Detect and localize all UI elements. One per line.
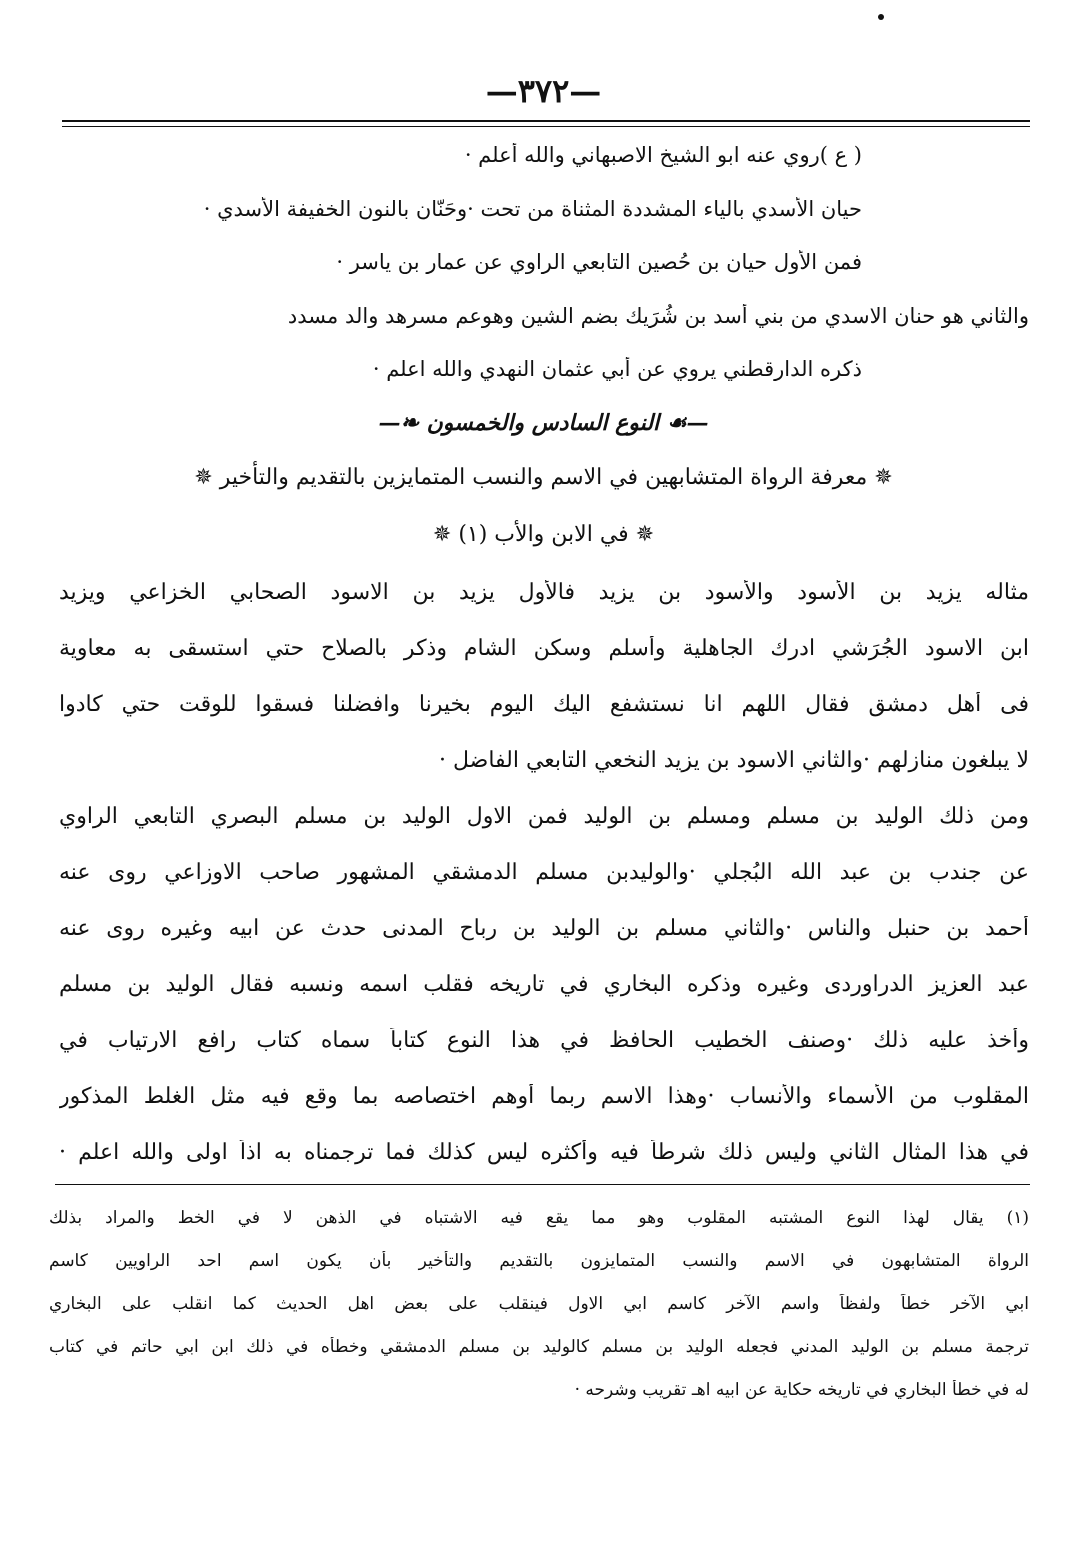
text-line: ومن ذلك الوليد بن مسلم ومسلم بن الوليد فمن الاول الوليد بن مسلم البصري التابعي الراوي xyxy=(59,804,1029,829)
header-rule-thin xyxy=(62,126,1030,127)
ornament-right: ❧— xyxy=(378,410,419,436)
footnote-rule xyxy=(55,1184,1030,1185)
section-heading xyxy=(0,410,1087,436)
ink-dot xyxy=(878,14,884,20)
text-line: عن جندب بن عبد الله البُجلي ·والوليدبن مسلم الدمشقي المشهور صاحب الاوزاعي روى عنه xyxy=(59,860,1029,885)
footnote-line: ابي الآخر خطاً ولفظاً واسم الآخر كاسم ابي الاول فينقلب على بعض اهل الحديث كما انقلب على البخاري xyxy=(49,1294,1029,1314)
footnote-line: الرواة المتشابهون في الاسم والنسب المتمايزون بالتقديم والتأخير بأن يكون اسم احد الراويين كاسم xyxy=(49,1251,1029,1271)
ornament-right: ✵ xyxy=(432,522,452,547)
text-line: المقلوب من الأسماء والأنساب ·وهذا الاسم ربما أوهم اختصاصه بما وقع فيه مثل الغلط المذكور xyxy=(59,1084,1029,1109)
text-line: حيان الأسدي بالياء المشددة المثناة من تحت ·وحَنّان بالنون الخفيفة الأسدي · xyxy=(203,197,862,221)
footnote-line: له في خطأ البخاري في تاريخه حكاية عن ابيه اهـ تقريب وشرحه · xyxy=(574,1380,1029,1400)
subheading-text: في الابن والأب (١) xyxy=(458,522,629,547)
footnote-line: ترجمة مسلم بن الوليد المدني فجعله الوليد بن مسلم كالوليد بن مسلم الدمشقي وخطأه في ذلك ابن ابي حاتم في كتاب xyxy=(49,1337,1029,1357)
text-line: فى أهل دمشق فقال اللهم انا نستشفع اليك اليوم بخيرنا وافضلنا فسقوا للوقت حتي كادوا xyxy=(59,692,1029,717)
subheading xyxy=(0,465,1087,490)
text-line: مثاله يزيد بن الأسود والأسود بن يزيد فالأول يزيد بن الاسود الصحابي الخزاعي ويزيد xyxy=(59,580,1029,605)
page-number: —٣٧٢— xyxy=(485,72,602,110)
subheading-text: معرفة الرواة المتشابهين في الاسم والنسب المتمايزين بالتقديم والتأخير xyxy=(219,465,868,490)
subheading xyxy=(0,522,1087,547)
text-line: لا يبلغون منازلهم ·والثاني الاسود بن يزيد النخعي التابعي الفاضل · xyxy=(438,748,1029,773)
ornament-left: —☙ xyxy=(659,410,709,436)
text-line: ( ع )روي عنه ابو الشيخ الاصبهاني والله أعلم · xyxy=(464,143,862,167)
ornament-left: ✵ xyxy=(628,522,655,547)
text-line: ابن الاسود الجُرَشي ادرك الجاهلية وأسلم وسكن الشام وذكر بالصلاح حتي استسقى به معاوية xyxy=(59,636,1029,661)
ornament-right: ✵ xyxy=(194,465,213,490)
section-heading-text: النوع السادس والخمسون xyxy=(426,410,660,436)
text-line: وأُخذ عليه ذلك ·وصنف الخطيب الحافظ في هذا النوع كتاباً سماه كتاب رافع الارتياب في xyxy=(59,1028,1029,1053)
header-rule-thick xyxy=(62,120,1030,122)
text-line: عبد العزيز الدراوردى وغيره وذكره البخاري في تاريخه فقلب اسمه ونسبه فقال الوليد بن مسلم xyxy=(59,972,1029,997)
text-line: أحمد بن حنبل والناس ·والثاني مسلم بن الوليد بن رباح المدنى حدث عن ابيه وغيره روى عنه xyxy=(59,916,1029,941)
text-line: في هذا المثال الثاني وليس ذلك شرطاً فيه وأكثره ليس كذلك فما ترجمناه به اذاً اولى والله اعلم · xyxy=(59,1140,1029,1165)
ornament-left: ✵ xyxy=(867,465,893,490)
footnote-line: (١) يقال لهذا النوع المشتبه المقلوب وهو مما يقع فيه الاشتباه في الذهن لا في الخط والمراد بذلك xyxy=(49,1208,1029,1228)
text-line: والثاني هو حنان الاسدي من بني أسد بن شُرَيك بضم الشين وهوعم مسرهد والد مسدد xyxy=(287,304,1029,328)
text-line: فمن الأول حيان بن حُصين التابعي الراوي عن عمار بن ياسر · xyxy=(336,250,862,274)
text-line: ذكره الدارقطني يروي عن أبي عثمان النهدي والله اعلم · xyxy=(372,357,862,381)
